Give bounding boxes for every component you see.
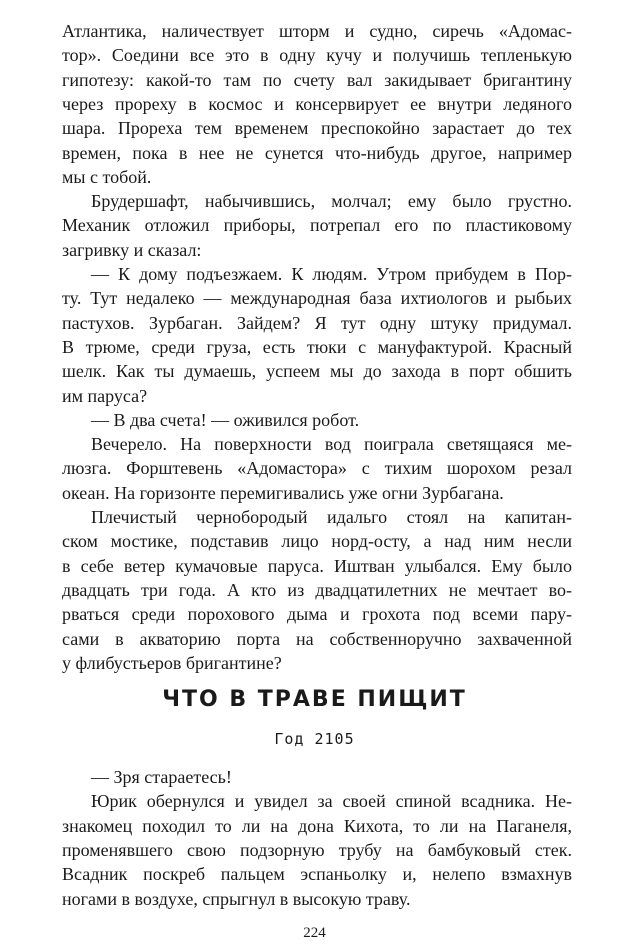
chapter-title: ЧТО В ТРАВЕ ПИЩИТ	[162, 687, 467, 712]
text-line: океан. На горизонте перемигивались уже огни Зурбагана.	[62, 482, 504, 503]
text-line: Брудершафт, набычившись, молчал; ему было грустно.	[91, 191, 572, 212]
text-line: Атлантика, наличествует шторм и судно, сиречь «Адомас-	[62, 21, 572, 41]
text-line: сами в акваторию порта на собственноручно захваченной	[62, 628, 572, 649]
text-line: Плечистый чернобородый идальго стоял на капитан-	[91, 507, 572, 527]
text-line: ту. Тут недалеко — международная база ихтиологов и рыбьих	[62, 288, 572, 309]
text-line: люзга. Форштевень «Адомастора» с тихим шорохом резал	[62, 458, 572, 479]
text-line: Всадник поскреб пальцем эспаньолку и, нелепо взмахнув	[62, 864, 572, 885]
text-line: через прореху в космос и консервирует ее внутри ледяного	[62, 93, 572, 114]
text-line: тор». Соедини все это в одну кучу и получишь тепленькую	[62, 45, 572, 66]
text-line: времен, пока в нее не сунется что-нибудь другое, например	[62, 142, 572, 163]
text-line: Механик отложил приборы, потрепал его по пластиковому	[62, 215, 572, 236]
text-line: Юрик обернулся и увидел за своей спиной всадника. Не-	[91, 791, 572, 812]
text-line: ногами в воздухе, спрыгнул в высокую траву.	[62, 888, 411, 909]
text-line: загривку и сказал:	[62, 239, 202, 260]
text-line: шара. Прореха тем временем преспокойно зарастает до тех	[62, 118, 572, 139]
text-line: променявшего свою подзорную трубу на бамбуковый стек.	[62, 839, 572, 860]
text-line: — К дому подъезжаем. К людям. Утром прибудем в Пор-	[91, 264, 572, 284]
text-line: мы с тобой.	[62, 166, 152, 187]
page-number: 224	[303, 925, 326, 941]
text-line: гипотезу: какой-то там по счету вал закидывает бригантину	[62, 69, 572, 90]
text-line: пастухов. Зурбаган. Зайдем? Я тут одну штуку придумал.	[62, 312, 572, 333]
text-line: рваться среди порохового дыма и грохота под всеми пару-	[62, 604, 572, 625]
text-line: Вечерело. На поверхности вод поиграла светящаяся ме-	[91, 434, 572, 455]
text-line: шелк. Как ты думаешь, успеем мы до захода в порт обшить	[62, 361, 572, 382]
text-line: В трюме, среди груза, есть тюки с мануфактурой. Красный	[62, 336, 572, 357]
text-line: в себе ветер кумачовые паруса. Иштван улыбался. Ему было	[62, 555, 572, 576]
text-line: двадцать три года. А кто из двадцатилетних не мечтает во-	[62, 579, 572, 600]
text-line: знакомец походил то ли на дона Кихота, то ли на Паганеля,	[62, 815, 572, 836]
chapter-subtitle: Год 2105	[274, 730, 355, 748]
text-line: у флибустьеров бригантине?	[62, 652, 282, 673]
text-line: им паруса?	[62, 385, 148, 406]
text-line: — В два счета! — оживился робот.	[91, 409, 360, 430]
text-line: ском мостике, подставив лицо норд-осту, а над ним несли	[62, 531, 572, 552]
text-line: — Зря стараетесь!	[91, 767, 232, 787]
